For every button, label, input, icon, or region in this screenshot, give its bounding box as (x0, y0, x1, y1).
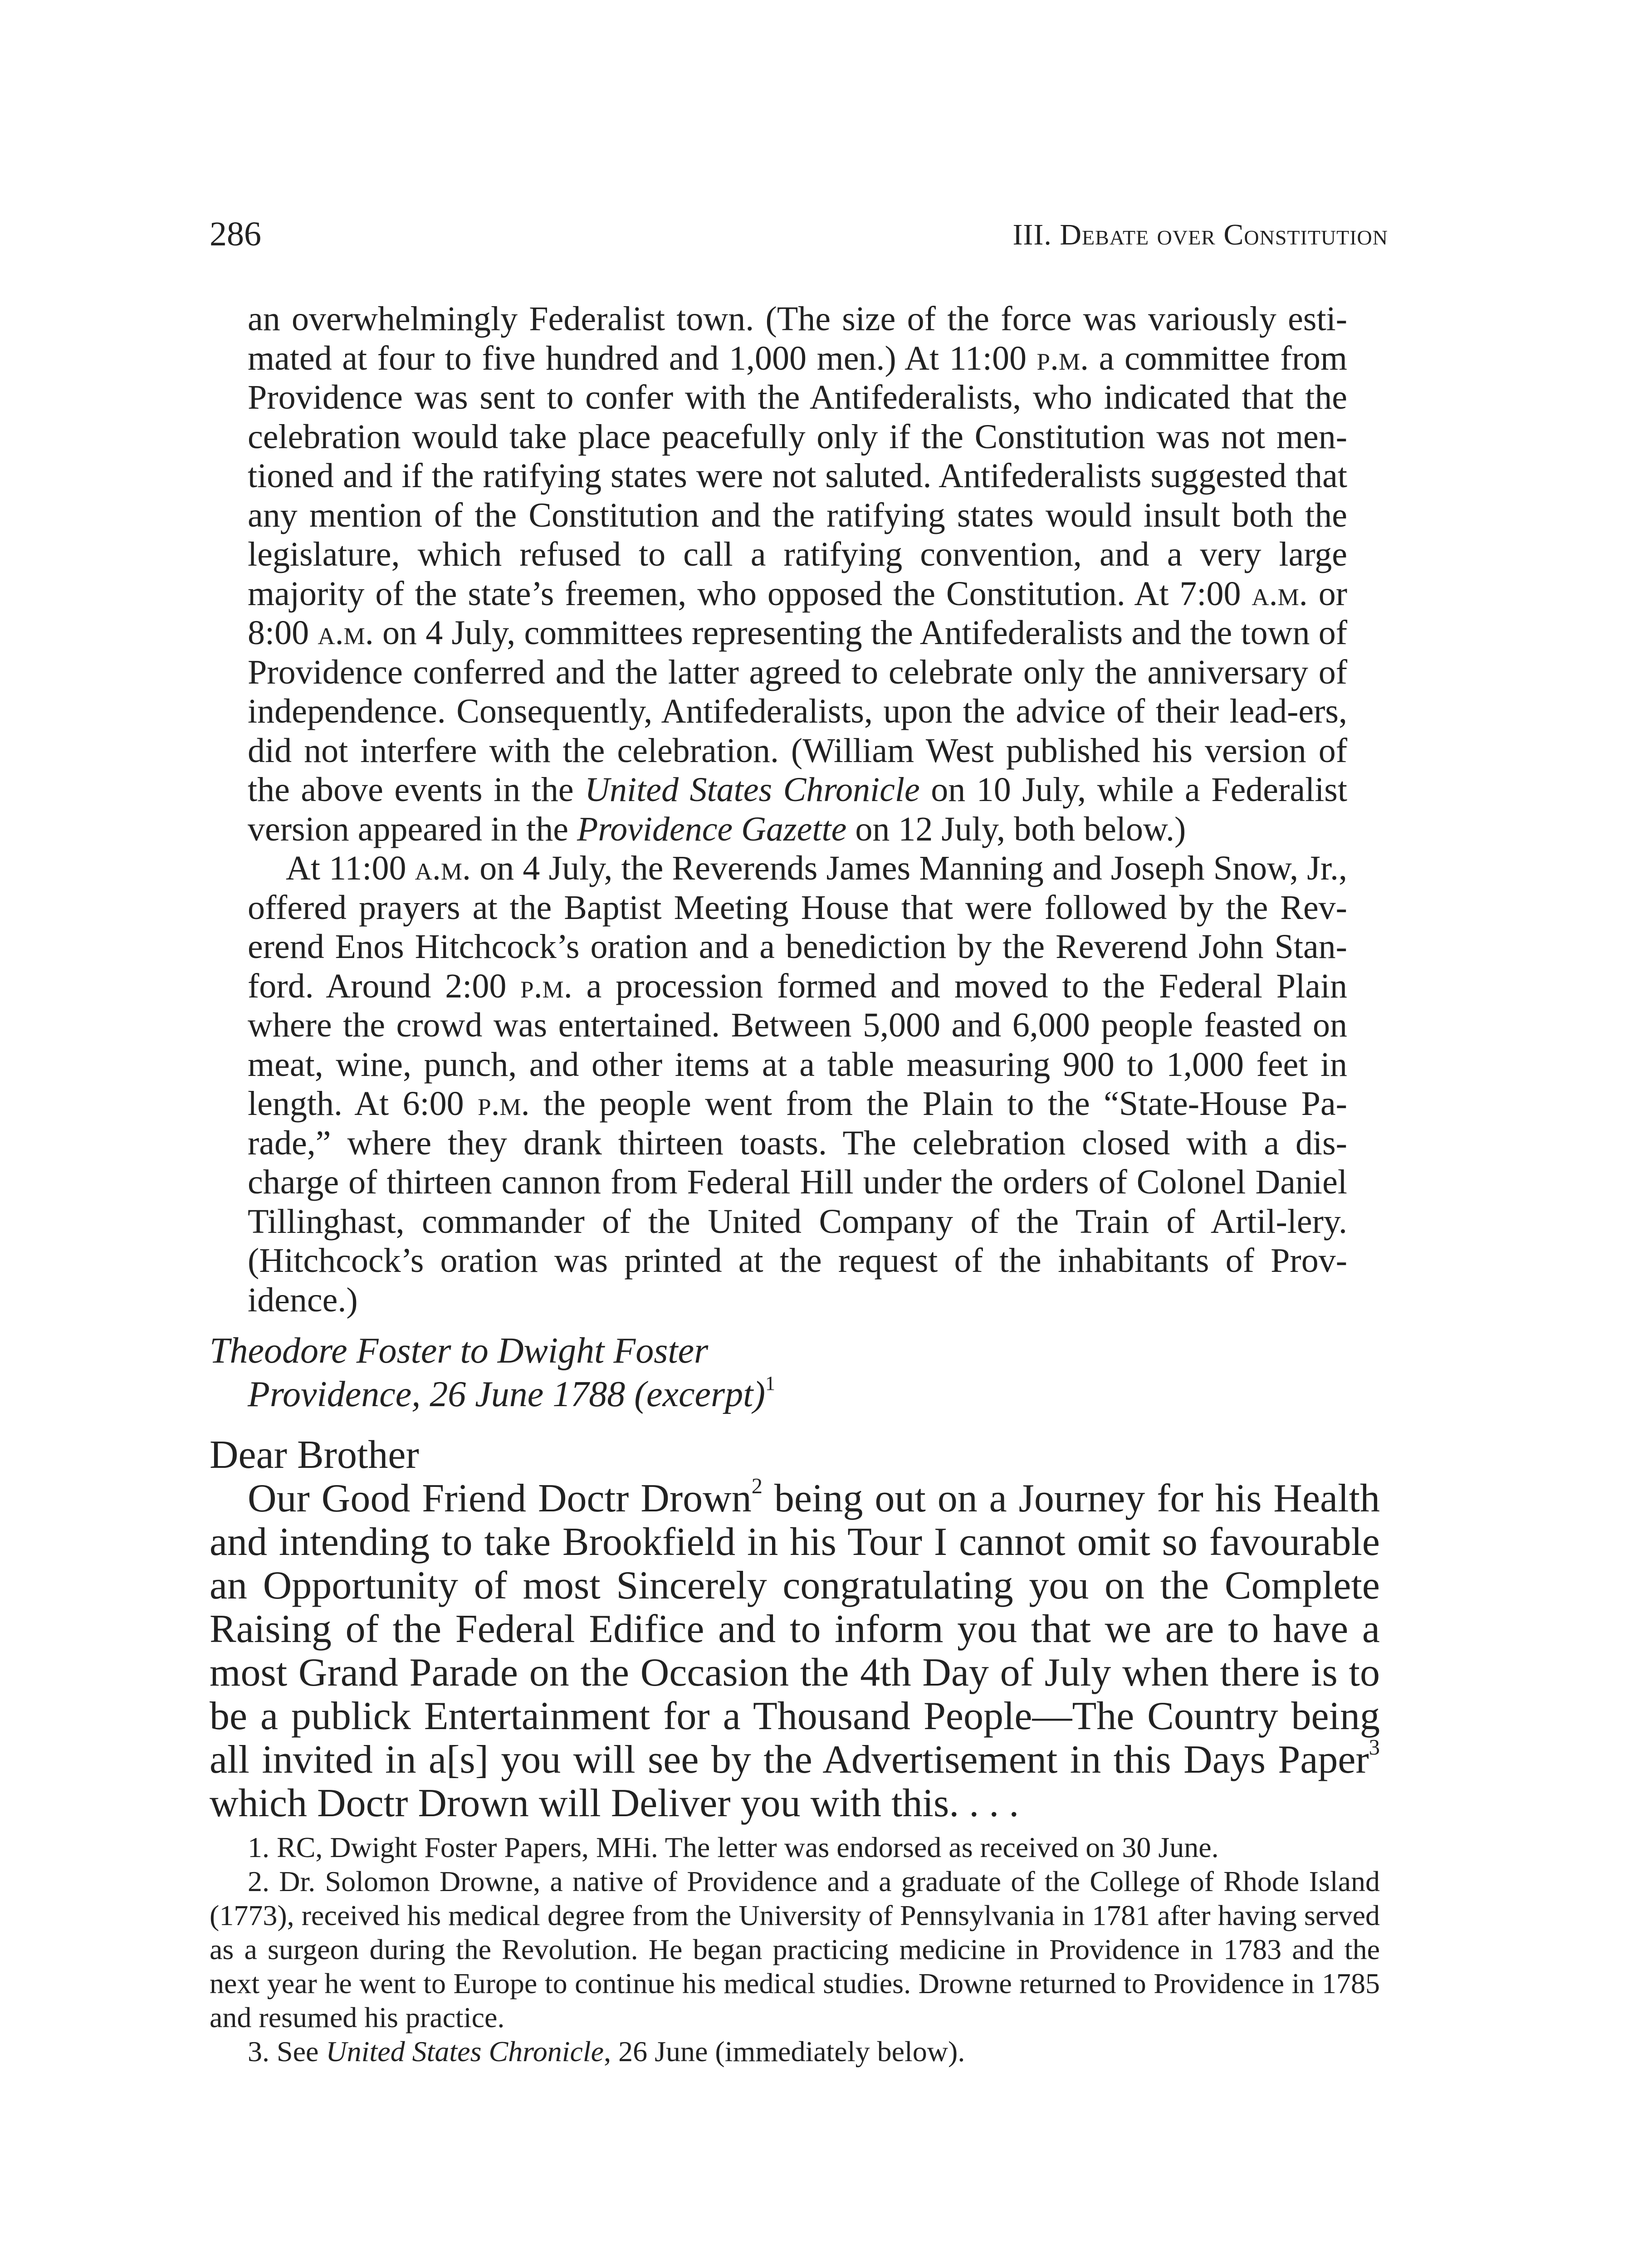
text-run: an overwhelmingly Federalist town. (The size of the force was variously esti-mated at four to five hundred and 1,000 men.) At 11:00 (248, 300, 1347, 377)
newspaper-title: United States Chronicle (585, 771, 920, 809)
text-run: , 26 June (immediately below). (604, 2035, 965, 2068)
text-run: on 12 July, both below.) (846, 810, 1186, 848)
text-run: 3. See (248, 2035, 326, 2068)
page-number: 286 (210, 215, 261, 253)
letter-body (210, 1474, 1380, 1825)
text-run: being out on a Journey for his Health and intending to take Brookfield in his Tour I cannot omit so favourable an Opportunity of most Sincerely congratulating you on the Complete Raising of the Federal Edifice and to inform you that we are to have a most Grand Parade on the Occasion the 4th Day of July when there is to be a publick Entertainment for a Thousand People—The Country being all invited in a[s] you will see by the Advertisement in this Days Paper (210, 1476, 1380, 1782)
time-abbrev: a.m. (1252, 574, 1308, 613)
footnote-ref-2[interactable]: 2 (751, 1474, 763, 1498)
footnote-1: 1. RC, Dwight Foster Papers, MHi. The letter was endorsed as received on 30 June. (248, 1831, 1219, 1863)
text-run: or 8:00 (248, 574, 1347, 652)
editorial-paragraph-2 (248, 849, 1347, 1320)
text-run: a procession formed and moved to the Federal Plain where the crowd was entertained. Between 5,000 and 6,000 people feasted on meat, wine, punch, and other items at a table measuring 900 to 1,000 feet in length. At 6:00 (248, 967, 1347, 1123)
document-dateline (210, 1373, 1389, 1416)
time-abbrev: p.m. (1037, 339, 1089, 377)
time-abbrev: a.m. (318, 614, 374, 652)
footnote-2: 2. Dr. Solomon Drowne, a native of Providence and a graduate of the College of Rhode Island (1773), received his medical degree from the University of Pennsylvania in 1781 after having served as a surgeon during the Revolution. He began practicing medicine in Providence in 1783 and the next year he went to Europe to continue his medical studies. Drowne returned to Providence in 1785 and resumed his practice. (210, 1865, 1380, 2033)
text-run: a committee from Providence was sent to confer with the Antifederalists, who indicated that the celebration would take place peacefully only if the Constitution was not men-tioned and if the ratifying states were not saluted. Antifederalists suggested that any mention of the Constitution and the ratifying states would insult both the legislature, which refused to call a ratifying convention, and a very large majority of the state’s freemen, who opposed the Constitution. At 7:00 (248, 339, 1347, 613)
text-run: on 4 July, committees representing the Antifederalists and the town of Providence conferred and the latter agreed to celebrate only the anniversary of independence. Consequently, Antifederalists, upon the advice of their lead-ers, did not interfere with the celebration. (William West published his version of the above events in the (248, 614, 1347, 809)
footnote-3 (210, 2034, 1380, 2068)
document-heading (210, 1329, 1389, 1416)
editorial-paragraph-1 (248, 299, 1347, 849)
document-title: Theodore Foster to Dwight Foster (210, 1331, 709, 1371)
footnotes (210, 1830, 1380, 2068)
text-run: the people went from the Plain to the “State-House Pa-rade,” where they drank thirteen toasts. The celebration closed with a dis-charge of thirteen cannon from Federal Hill under the orders of Colonel Daniel Tillinghast, commander of the United Company of the Train of Artil-lery. (Hitchcock’s oration was printed at the request of the inhabitants of Prov-idence.) (248, 1085, 1347, 1319)
running-head: III. Debate over Constitution (1012, 218, 1388, 251)
letter-text (210, 1433, 1380, 1825)
footnote-ref-3[interactable]: 3 (1369, 1735, 1380, 1760)
editorial-note (248, 299, 1347, 1320)
time-abbrev: p.m. (520, 967, 572, 1005)
text-run: At 11:00 (286, 849, 415, 887)
text-run: on 10 July, while a Federalist version appeared in the (248, 771, 1347, 848)
newspaper-title: United States Chronicle (326, 2035, 604, 2068)
newspaper-title: Providence Gazette (577, 810, 847, 848)
footnote-ref-1[interactable]: 1 (765, 1372, 775, 1394)
time-abbrev: a.m. (415, 849, 471, 887)
time-abbrev: p.m. (478, 1085, 530, 1123)
salutation: Dear Brother (210, 1433, 419, 1477)
dateline-text: Providence, 26 June 1788 (excerpt) (248, 1374, 765, 1414)
text-run: on 4 July, the Reverends James Manning and Joseph Snow, Jr., offered prayers at the Baptist Meeting House that were followed by the Rev-erend Enos Hitchcock’s oration and a benediction by the Reverend John Stan-ford. Around 2:00 (248, 849, 1347, 1005)
text-run: Our Good Friend Doctr Drown (248, 1476, 752, 1520)
text-run: which Doctr Drown will Deliver you with this. . . . (210, 1781, 1019, 1825)
